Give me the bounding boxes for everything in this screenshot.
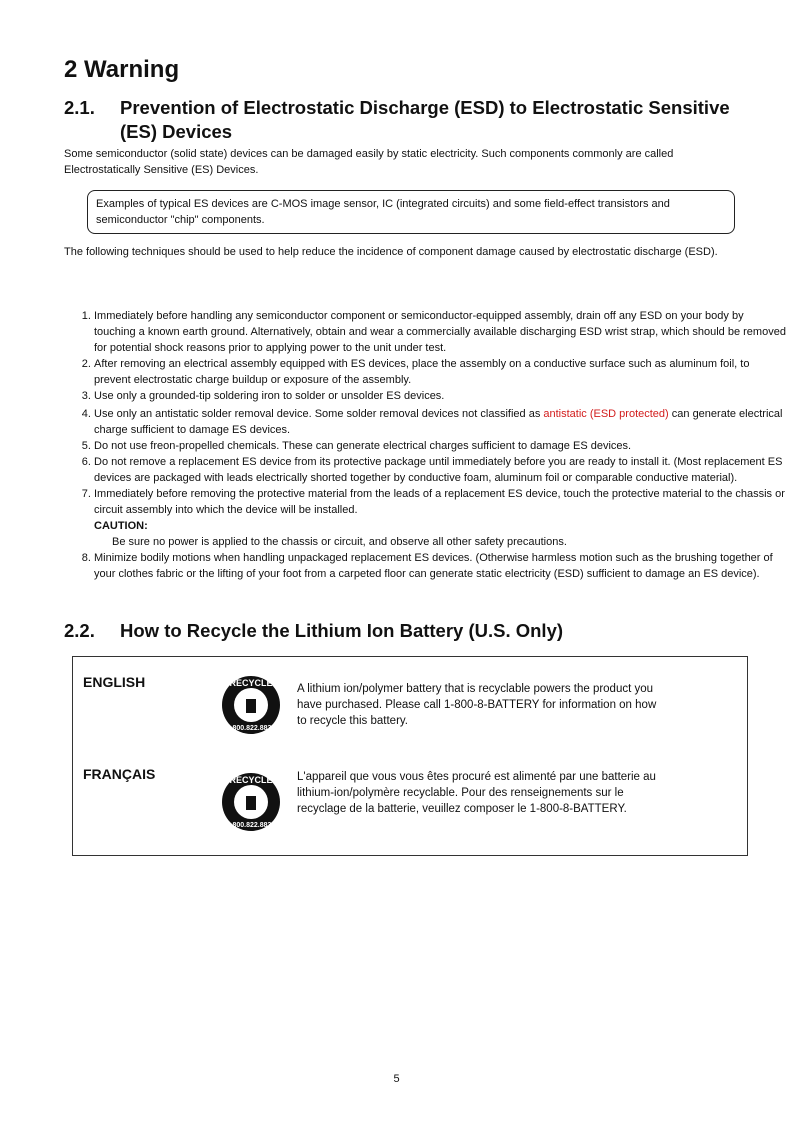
section-title-line1: Prevention of Electrostatic Discharge (ESD) to Electrostatic Sensitive [120,97,730,118]
es-devices-note: Examples of typical ES devices are C-MOS image sensor, IC (integrated circuits) and some field-effect transistors and semiconductor "chip" components. [87,190,735,234]
section-2-2-heading [64,619,563,643]
list-item: 3. Use only a grounded-tip soldering iron to solder or unsolder ES devices. [94,388,788,404]
esd-techniques-list [64,308,788,582]
section-title-line2: (ES) Devices [120,121,233,142]
highlight-text: antistatic (ESD protected) [543,408,669,420]
english-recycle-text: A lithium ion/polymer battery that is recyclable powers the product you have purchased. Please call 1-800-8-BATTERY for information on how to recycle this battery. [297,683,657,727]
intro-paragraph: Some semiconductor (solid state) devices can be damaged easily by static electricity. Such components commonly are called Electrostatically Sensitive (ES) Devices. [64,148,674,176]
rbrc-recycle-seal-icon [221,772,281,832]
section-number: 2.1. [64,97,95,118]
svg-text:1.800.822.8837: 1.800.822.8837 [226,822,276,829]
lead-paragraph: The following techniques should be used to help reduce the incidence of component damage caused by electrostatic discharge (ESD). [64,246,718,258]
item-text: Use only an antistatic solder removal device. Some solder removal devices not classified as [94,408,544,420]
svg-text:RECYCLE: RECYCLE [229,678,273,688]
caution-text: Be sure no power is applied to the chassis or circuit, and observe all other safety precautions. [112,536,567,548]
list-item: 1. Immediately before handling any semiconductor component or semiconductor-equipped assembly, drain off any ESD on your body by touching a known earth ground. Alternatively, obtain and wear a commercially available discharging ESD wrist strap, which should be removed for potential shock reasons prior to applying power to the unit under test. [94,308,788,356]
section-number: 2.2. [64,620,95,641]
page-title: 2 Warning [64,56,180,83]
svg-text:RECYCLE: RECYCLE [229,775,273,785]
french-recycle-text: L'appareil que vous vous êtes procuré est alimenté par une batterie au lithium-ion/polymère recyclable. Pour des renseignements sur le recyclage de la batterie, veuillez composer le 1-800-8-BATTERY. [297,771,656,815]
svg-text:1.800.822.8837: 1.800.822.8837 [226,725,276,732]
rbrc-recycle-seal-icon [221,675,281,735]
list-item: 8. Minimize bodily motions when handling unpackaged replacement ES devices. (Otherwise harmless motion such as the brushing together of your clothes fabric or the lifting of your foot from a carpeted floor can generate static electricity (ESD) sufficient to damage an ES device). [94,550,788,582]
language-label-french: FRANÇAIS [83,766,156,782]
battery-recycle-box [72,656,748,856]
list-item: 6. Do not remove a replacement ES device from its protective package until immediately before you are ready to install it. (Most replacement ES devices are packaged with leads electrically shorted together by conductive foam, aluminum foil or comparable conductive material). [94,454,788,486]
list-item [94,406,788,438]
item-text: can generate electrical charge sufficient to damage ES devices. [94,408,783,436]
section-2-1-heading [64,96,730,144]
list-item [94,486,788,550]
list-item: 5. Do not use freon-propelled chemicals. These can generate electrical charges sufficient to damage ES devices. [94,438,788,454]
section-title: How to Recycle the Lithium Ion Battery (U.S. Only) [120,620,564,641]
language-label-english: ENGLISH [83,674,146,690]
page-number: 5 [393,1073,400,1085]
list-item: 2. After removing an electrical assembly equipped with ES devices, place the assembly on a conductive surface such as aluminum foil, to prevent electrostatic charge buildup or exposure of the assembly. [94,356,788,388]
item-text: Immediately before removing the protective material from the leads of a replacement ES device, touch the protective material to the chassis or circuit assembly into which the device will be installed. [94,488,785,516]
caution-label: CAUTION: [94,520,148,532]
